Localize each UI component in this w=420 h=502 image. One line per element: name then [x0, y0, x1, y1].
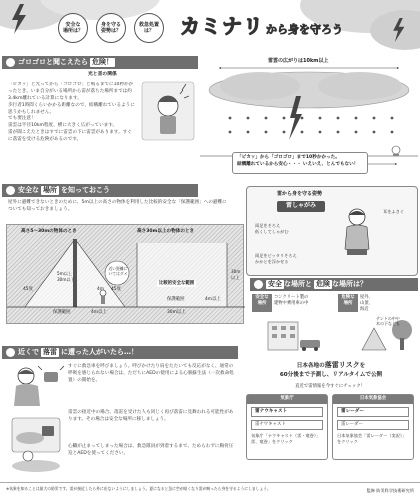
page-title-sub: から身を守ろう [266, 23, 343, 37]
pose-panel [246, 186, 418, 276]
col-safe [252, 294, 272, 312]
heading-text: に遭った人がいたら…！ [61, 347, 138, 356]
safe-zone-label: 比較的安全な範囲 [159, 281, 195, 286]
angle-label: 45度 [111, 287, 121, 292]
pose-title: 雷から身を守る姿勢 [277, 191, 323, 197]
min-distance-label: 4m以上 [91, 310, 107, 315]
nav-bubble-label: 安全な 場所は？ [62, 21, 83, 34]
height-label: 5m以上 30m以下 [57, 271, 75, 282]
col-danger [338, 294, 358, 312]
search-box-text: 雷ナウキャスト [255, 408, 288, 414]
first-aid-step-3: 心臓が止まってしまった場合は、救急隊員が到着するまで、ためらわずに胸骨圧迫とAEDを使ってください。 [68, 444, 234, 456]
section1-subheading: 光と音の関係 [88, 72, 117, 77]
info-panel [242, 356, 418, 478]
child-illustration [140, 80, 196, 142]
warn-text: 近い距離に いてはダメ [108, 266, 128, 277]
section-heading-safe-spot [2, 184, 198, 197]
section1-body: 「ピカッ」と光ってから「ゴロゴロ」と鳴るまでに10秒かかったとき、いま自分がいる場所から雷が落ちた場所までは約3.4km離れている計算になります。 歩行者1時間くらいかかる距離なので、結構離れているように思うかもしれません。 でも要注意！ 雷雲は半径10km程度、横に大きく広がっています。 雷が聞こえたときはすでに雷雲の下に雷雲があります。すぐに落雷を受ける危険があるのです。 [8, 82, 135, 143]
callout-text: 「ピカッ」から「ゴロゴロ」まで10秒かかった。 結構離れているから安心・・・ いえいえ、とんでもない！ [237, 155, 359, 167]
danger-more-text: テントの中や 木の下なども [376, 316, 400, 327]
search-result[interactable] [337, 420, 409, 430]
heading-highlight: 落雷 [43, 347, 57, 356]
lightning-bolt-icon [8, 4, 28, 34]
crouch-pose-icon [337, 205, 377, 261]
info-title-bold: 落雷リスク [324, 361, 360, 369]
pose-note: 両足をピッタリそろえ かかとを浮かせる [255, 253, 297, 264]
protection-zone-diagram [6, 224, 244, 324]
heading-highlight: 危険 [316, 279, 330, 288]
nav-bubble-safe-place[interactable] [58, 13, 88, 43]
search-result[interactable] [251, 420, 323, 430]
footer-note: ※気象を知ることは最大の防災です。雷が接近したら外に出ないようにしましょう。夏になると急に空が暗くなり雷が鳴ったら身を守るようにしましょう。 [6, 486, 271, 491]
card-header [247, 395, 327, 404]
info-title-text: 日本各地の [296, 363, 325, 369]
col-label: 危険な 場所 [341, 295, 355, 306]
search-box[interactable] [337, 407, 409, 417]
building-icon [262, 316, 322, 352]
danger-place-text: 屋外、 山頂、 海辺 [360, 295, 373, 312]
first-aid-step-2: 雷雲の接近中の場合、落雷を受けた人も同じく再び落雷に見舞われる可能性があります。その場合は安全な場所に移しましょう。 [68, 410, 234, 422]
footer [0, 482, 420, 502]
jma-card[interactable] [246, 394, 328, 460]
nav-bubble-label: 救急処置 は？ [138, 21, 159, 34]
heading-text: な場所と [284, 279, 312, 288]
footer-credit: 監修 防災科学技術研究所 [366, 488, 414, 493]
min-distance-label: 4m以上 [205, 297, 221, 302]
label-low-object: 高さ5～30mの物体のとき [21, 229, 77, 234]
heading-highlight: 場所 [43, 185, 57, 194]
card-instruction: 気象庁「ナウキャスト（雷・竜巻）」雷、竜巻」をクリック [251, 433, 321, 445]
info-subtitle: 直近で雷情報を今すぐにチェック！ [294, 384, 366, 389]
info-title [248, 360, 414, 380]
height-label: 30m 以上 [231, 269, 241, 280]
cpr-illustration [8, 448, 64, 474]
lightning-bolt-icon [390, 18, 406, 42]
nav-bubble-label: 身を守る 姿勢は？ [100, 21, 121, 34]
pose-name: 雷しゃがみ [285, 202, 316, 209]
heading-text: を知っておこう [61, 185, 110, 194]
search-box-text: 雷レーダー [341, 408, 364, 414]
page-title-main: カミナリ [180, 14, 264, 38]
lightning-callout [232, 152, 368, 174]
pose-name-badge [277, 201, 325, 212]
section-heading-danger [2, 56, 198, 69]
width-label: 30m以上 [167, 310, 186, 315]
header [0, 0, 420, 52]
heading-text: な場所は？ [332, 279, 367, 288]
distance-label: 4m [97, 287, 105, 292]
nav-bubble-first-aid[interactable] [134, 13, 164, 43]
pose-note: 両足をそろえ 低くしてしゃがむ [255, 223, 289, 234]
rescuer-illustration [8, 364, 64, 408]
card-header-label: 気象庁 [280, 396, 294, 401]
heading-text: 近くで [18, 347, 39, 356]
search-box[interactable] [251, 407, 323, 417]
zone-label: 保護範囲 [167, 297, 185, 302]
pose-note: 耳をふさぐ [383, 209, 404, 214]
zone-label: 保護範囲 [53, 310, 71, 315]
page-title [180, 14, 343, 40]
section-heading-first-aid [2, 346, 238, 359]
search-result-text: 雷レーダー [341, 422, 363, 428]
cloud-range-label: 雷雲の広がりは10km以上 [268, 58, 329, 64]
search-result-text: 雷ナウキャスト [255, 422, 286, 428]
first-aid-step-1: すぐに救急車を呼びましょう。呼びかけたり肩をたたいても反応がなく、通常の呼吸を感じられない場合は、ただちにAEDの使用による心肺蘇生法（一次救命処置）の開始を。 [68, 364, 234, 383]
info-title-text: を [359, 363, 366, 369]
section-heading-safe-danger [250, 278, 418, 291]
heading-highlight: 安全 [268, 279, 282, 288]
heading-text: ゴロゴロと聞こえたら [18, 57, 88, 66]
nav-bubble-posture[interactable] [96, 13, 126, 43]
angle-label: 45度 [23, 287, 33, 292]
card-header [333, 395, 413, 404]
safe-danger-table [252, 294, 418, 354]
card-header-label: 日本気象協会 [359, 396, 387, 401]
heading-text: 安全な [18, 185, 39, 194]
section2-body: 屋外に避難できないときのために、5m以上の高さの物体を利用した比較的安全な「保護範囲」への避難についても知っておきましょう。 [8, 200, 227, 212]
label-tall-object: 高さ30m以上の物体のとき [137, 229, 195, 234]
info-title-line2: 60分後まで予測し、リアルタイムで公開 [279, 372, 383, 379]
card-instruction: 日本気象協会「雷レーダー（実況）」をクリック [337, 433, 407, 445]
safe-place-text: コンクリート製の 建物や乗用車の中 [274, 295, 309, 306]
col-label: 安全な 場所 [255, 295, 269, 306]
jwa-card[interactable] [332, 394, 414, 460]
heading-highlight: 危険！ [92, 57, 113, 66]
